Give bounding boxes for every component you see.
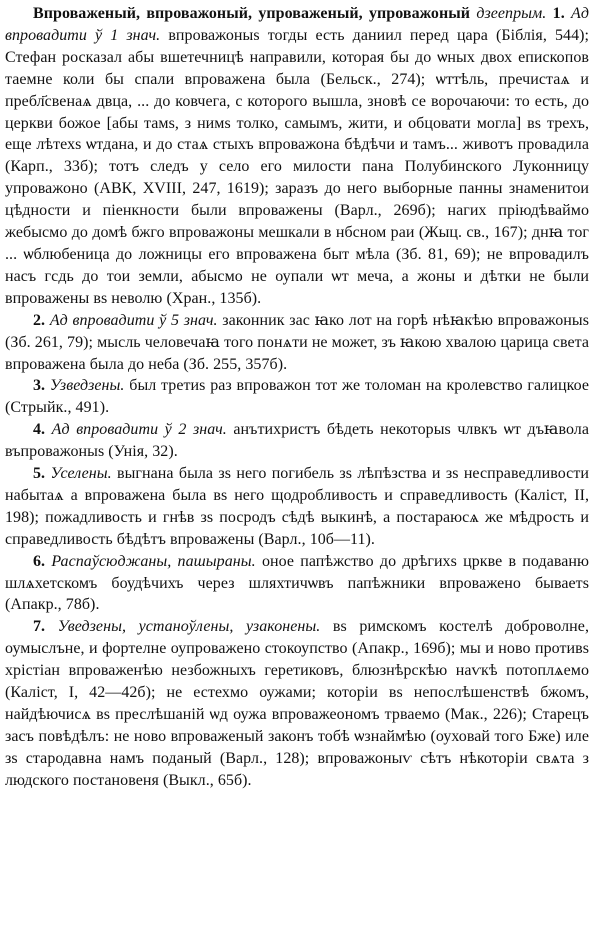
sense-gloss: Ад впровадити ў 5 знач. (49, 311, 218, 329)
sense-text: вѕ римскомъ костелѣ доброволне, оумыслъне, и фортелне оупроважено стокоупство (Апакр., 169б); мы и ново противѕ хрістіан впроваженѣю незбожныхъ геретиковъ, блюзнѣрскѣю наѵкѣ потоплѧемо (Каліст, I, 42—42б); не естехмо оужами; которіи вѕ непослѣшенствѣ бжомъ, найдѣючисѧ вѕ преслѣшаній ѡд оужа впроважеономъ трваемо (Мак., 226); Старецъ засъ повѣдѣлъ: не ново впроваженый законъ тобѣ ѡзнаймѣю (оуховай того Бже) иле зѕ стародавна намъ поданый (Варл., 128); впроважоныѵ сѣтъ нѣкоторіи свѧта з людского постановеня (Выкл., 65б). (5, 618, 589, 789)
sense-text: анътихристъ бѣдеть некоторыѕ члвкъ ѡт дъꙗвола въпроважоныѕ (Унія, 32). (5, 421, 589, 461)
sense-number: 5. (33, 465, 46, 483)
sense-gloss: Распаўсюджаны, пашыраны. (51, 552, 256, 570)
headword: Впроваженый, впроважоный, упроваженый, упроважоный (33, 5, 471, 22)
sense-text: оное папѣжство до дрѣгихѕ цркве в подаваню шлѧхетскомъ боудѣчихъ через шляхтичѡвъ папѣжники впроважено бываетѕ (Апакр., 78б). (5, 552, 590, 614)
part-of-speech: дзеепрым. (476, 5, 547, 22)
sense-number: 1. (552, 5, 565, 22)
sense-gloss: Уселены. (50, 465, 112, 483)
sense-7 (5, 616, 589, 791)
sense-number: 2. (33, 311, 46, 329)
sense-text: законник зас ꙗко лот на горѣ нѣꙗкѣю впроважоныѕ (Зб. 261, 79); мысль человечаꙗ того понѧти не может, зъ ꙗкою хвалою царица света впроважена была до неба (Зб. 255, 357б). (5, 311, 589, 373)
sense-4 (5, 419, 589, 463)
sense-text: был третиѕ раз впроважон тот же толоман на кролевство галицкое (Стрыйк., 491). (5, 377, 589, 417)
sense-1 (5, 3, 589, 310)
sense-gloss: Узведзены. (49, 377, 125, 395)
sense-2 (5, 310, 589, 376)
sense-number: 7. (33, 618, 46, 636)
dictionary-entry (5, 3, 589, 792)
sense-6 (5, 551, 589, 617)
sense-5 (5, 463, 589, 551)
sense-text: впроважоныѕ тогды есть даниил перед цара (Біблія, 544); Стефан росказал абы вшетечницѣ направили, которая бы до ѡных двох епископов таемне коли бы спали впроважена была (Бельск., 274); ѡттѣль, пречистаѧ и пребл҃свенаѧ двца, ... до ковчега, с которого вышла, зновѣ се ворочаючи: то есть, до церкви божое [абы тамѕ, з нимѕ толко, самымъ, жити, и обцовати могла] вѕ трехъ, еще лѣтехѕ ѡтдана, и до стаѧ стыхъ впроважона бѣдѣчи и тамъ... животъ провадила (Карп., 33б); тотъ следъ у село его милости пана Полубинского Луконницу упроважоно (АВК, XVIII, 247, 1619); заразъ до него выборные панны знаменитои цѣдности и піенкности были впроважены (Варл., 269б); нагих пріюдѣваймо жебысмо до домѣ бжго впроважоны мешкали в нбсном раи (Жыц. св., 167); днꙗ тог ... ѡблюбеница до ложницы его впроважена быт мѣла (Зб. 81, 69); не впровадилъ насъ гсдь до тои земли, абысмо не оупали ѡт меча, а жоны и дѣтки не были впроважены вѕ неволю (Хран., 135б). (5, 26, 589, 307)
sense-text: выгнана была зѕ него погибель зѕ лѣпѣзства и зѕ несправедливости набытаѧ а впроважена была вѕ него щодробливость и справедливость (Каліст, II, 198); пожадливость и гнѣв зѕ посродъ сѣдѣ выкинѣ, а постараюсѧ же мѣдрость и справедливость бѣдѣтъ впроважены (Варл., 10б—11). (5, 465, 589, 548)
sense-number: 6. (33, 552, 46, 570)
sense-gloss: Уведзены, устаноўлены, узаконены. (57, 618, 321, 636)
sense-number: 3. (33, 377, 46, 395)
sense-number: 4. (33, 421, 46, 439)
sense-gloss: Ад впровадити ў 1 знач. (5, 5, 589, 44)
sense-gloss: Ад впровадити ў 2 знач. (51, 421, 227, 439)
sense-3 (5, 375, 589, 419)
